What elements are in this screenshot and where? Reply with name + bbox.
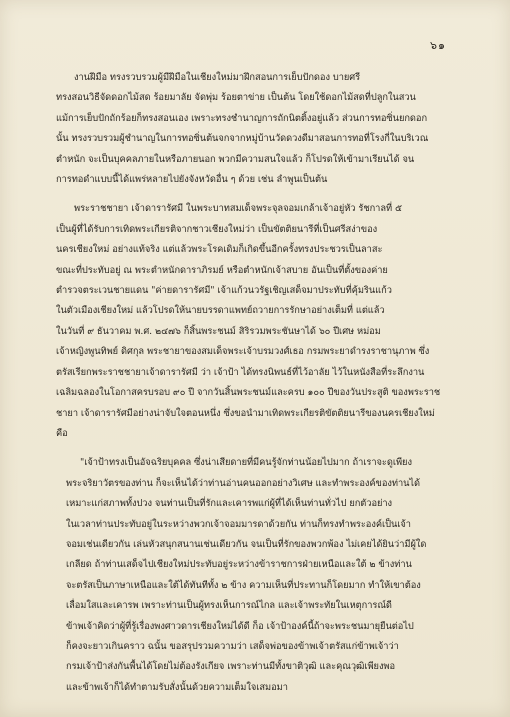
text-line: ตรัสเรียกพระราชชายาเจ้าดารารัศมี ว่า เจ้าป้า ได้ทรงนิพนธ์ที่ไว้อาลัย ไว้ในหนังสือที่ระลึกงาน — [56, 366, 425, 378]
quote-line: จะตรัสเป็นภาษาเหนือและใต้ได้ทันทีทั้ง ๒ ข้าง ความเห็นที่ประทานก็โดยมาก ทำให้เขาต้อง — [66, 579, 421, 591]
text-line: เจ้าหญิงพูนทิพย์ ดิศกุล พระชายาของสมเด็จพระเจ้าบรมวงศ์เธอ กรมพระยาดำรงราชานุภาพ ซึ่ง — [56, 346, 430, 358]
text-line: ตำรวจตระเวนชายแดน "ค่ายดารารัศมี" เจ้าแก้วนวรัฐเชิญเสด็จมาประทับที่คุ้มรินแก้ว — [56, 285, 392, 297]
text-line: ทรงสอนวิธีจัดดอกไม้สด ร้อยมาลัย จัดพุ่ม ร้อยตาข่าย เป็นต้น โดยใช้ดอกไม้สดที่ปลูกในสวน — [56, 92, 416, 104]
quote-line: กรมเจ้าป้าส่งกันพื้นได้โดยไม่ต้องรังเกียจ เพราะท่านมีทั้งขาติวุฒิ และคุณวุฒิเพียงพอ — [66, 661, 396, 673]
quote-line: ข้าพเจ้าคิดว่าผู้ที่รู้เรื่องพงศาวดารเชียงใหม่ได้ดี ก็อ เจ้าป้าองค์นี้ถ้าจะพระชนมายุยืนต่อไป — [66, 620, 414, 632]
quote-line: ก็คงจะยาวเกินคราว ฉนั้น ขอสรุปรวมความว่า เสด็จพ่อของข้าพเจ้าตรัสแก่ข้าพเจ้าว่า — [66, 640, 399, 652]
text-line: งานฝีมือ ทรงรวบรวมผู้มีฝีมือในเชียงใหม่มาฝึกสอนการเย็บปักดอง บายศรี — [74, 72, 361, 83]
body-text — [56, 68, 456, 707]
text-line: การทอดำแบบนี้ได้แพร่หลายไปยังจังหวัดอื่น ๆ ด้วย เช่น ลำพูนเป็นต้น — [56, 174, 328, 186]
paragraph-quotation — [56, 453, 456, 698]
text-line: คือ — [56, 427, 68, 439]
quote-line: "เจ้าป้าทรงเป็นอัจฉริยบุคคล ซึ่งน่าเสียดายที่มีคนรู้จักท่านน้อยไปมาก ถ้าเราจะดูเพียง — [80, 457, 412, 469]
quote-line: เลื่อมใสและเคารพ เพราะท่านเป็นผู้ทรงเห็นการณ์ไกล และเจ้าพระทัยในเหตุการณ์ดี — [66, 600, 392, 612]
text-line: ตำหนัก จะเป็นบุคคลภายในหรือภายนอก พวกมีความสนใจแล้ว ก็โปรดให้เข้ามาเรียนได้ จน — [56, 153, 415, 165]
page-number: ๖๑ — [430, 39, 446, 52]
text-line: เป็นผู้ที่ได้รับการเทิดพระเกียรติจากชาวเชียงใหม่ว่า เป็นขัตติยนารีที่เป็นศรีสง่าของ — [56, 223, 378, 235]
text-line: ในวันที่ ๙ ธันวาคม พ.ศ. ๒๔๗๖ ก็สิ้นพระชนม์ สิริรวมพระชันษาได้ ๖๐ ปีเศษ หม่อม — [56, 325, 381, 337]
text-line: พระราชชายา เจ้าดารารัศมี ในพระบาทสมเด็จพระจุลจอมเกล้าเจ้าอยู่หัว รัชกาลที่ ๕ — [74, 203, 402, 215]
text-line: ขณะที่ประทับอยู่ ณ พระตำหนักดาราภิรมย์ หรือตำหนักเจ้าสบาย อันเป็นที่ตั้งของค่าย — [56, 264, 388, 276]
text-line: ชายา เจ้าดารารัศมีอย่างน่าจับใจตอนหนึ่ง ซึ่งขอนำมาเทิดพระเกียรติขัตติยนารีของนครเชียงใหม่ — [56, 407, 435, 419]
text-line: นั้น ทรงรวบรวมผู้ชำนาญในการทอซิ่นต้นจกจากหมู่บ้านวัดดวงดีมาสอนการทอที่โรงกี่ในบริเวณ — [56, 133, 429, 145]
text-line: นครเชียงใหม่ อย่างแท้จริง แต่แล้วพระโรคเดิมก็เกิดขึ้นอีกครั้งทรงประชวรเป็นลาสะ — [56, 244, 383, 256]
quote-line: จอมเช่นเดียวกัน เล่นหัวสนุกสนานเช่นเดียวกัน จนเป็นที่รักของพวกพ้อง ไม่เคยได้ยินว่ามีผู้ใด — [66, 538, 427, 550]
quote-line: และข้าพเจ้าก็ได้ทำตามรับสั่งนั้นด้วยความเต็มใจเสมอมา — [66, 681, 288, 693]
quote-line: เหมาะแก่สภาพทั้งปวง จนท่านเป็นที่รักและเคารพแก่ผู้ที่ได้เห็นท่านทั่วไป ยกตัวอย่าง — [66, 498, 393, 510]
quote-line: เกลียด ถ้าท่านเสด็จไปเชียงใหม่ประทับอยู่ระหว่างข้าราชการฝ่ายเหนือและใต้ ๒ ข้างท่าน — [66, 559, 412, 571]
quote-line: ในเวลาท่านประทับอยู่ในระหว่างพวกเจ้าจอมมารดาด้วยกัน ท่านก็ทรงทำพระองค์เป็นเจ้า — [66, 518, 411, 530]
text-line: เฉลิมฉลองในโอกาสครบรอบ ๙๐ ปี จากวันสิ้นพระชนม์และครบ ๑๐๐ ปีของวันประสูติ ของพระราช — [56, 387, 441, 399]
text-line: ในตัวเมืองเชียงใหม่ แล้วโปรดให้นายบรรดาแพทย์ถวายการรักษาอย่างเต็มที่ แต่แล้ว — [56, 305, 385, 317]
paragraph-royal-consort — [56, 199, 456, 444]
quote-line: พระจริยาวัตรของท่าน ก็จะเห็นได้ว่าท่านอ่านคนออกอย่างวิเศษ และทำพระองค์ของท่านได้ — [66, 477, 421, 489]
text-line: แม้การเย็บปักถักร้อยก็ทรงสอนเอง เพราะทรงชำนาญการถักนิตติ้งอยู่แล้ว ส่วนการทอซิ่นยกดอก — [56, 112, 428, 124]
paragraph-handicrafts — [56, 68, 456, 190]
